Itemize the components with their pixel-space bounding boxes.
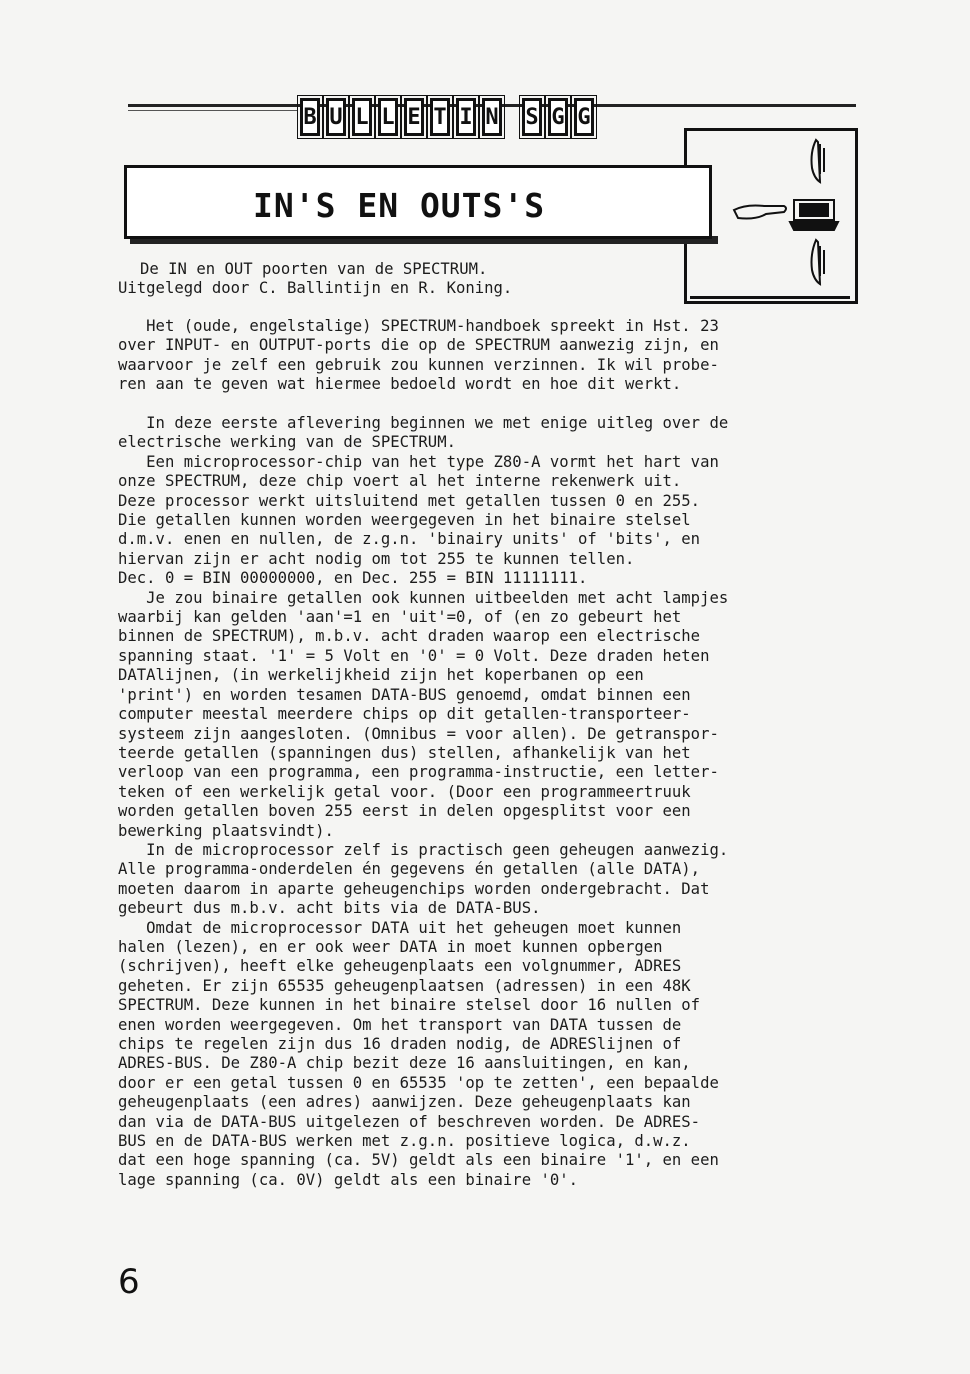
text-line: over INPUT- en OUTPUT-ports die op de SPECTRUM aanwezig zijn, en xyxy=(118,336,719,355)
text-line: worden getallen boven 255 eerst in delen opgesplitst voor een xyxy=(118,802,691,821)
masthead-letter: L xyxy=(352,98,372,136)
text-line: systeem zijn aangesloten. (Omnibus = voor allen). De getranspor- xyxy=(118,724,719,743)
text-line: Die getallen kunnen worden weergegeven in het binaire stelsel xyxy=(118,511,691,530)
text-line: spanning staat. '1' = 5 Volt en '0' = 0 Volt. Deze draden heten xyxy=(118,646,710,665)
text-line: In deze eerste aflevering beginnen we met enige uitleg over de xyxy=(118,414,729,432)
text-line: hiervan zijn er acht nodig om tot 255 te kunnen tellen. xyxy=(118,549,635,568)
text-line: teken of een werkelijk getal voor. (Door een programmeertruuk xyxy=(118,782,691,801)
byline-line: Uitgelegd door C. Ballintijn en R. Koning. xyxy=(118,279,513,297)
text-line: waarvoor je zelf een gebruik zou kunnen verzinnen. Ik wil probe- xyxy=(118,355,719,374)
text-line: DATAlijnen, (in werkelijkheid zijn het koperbanen op een xyxy=(118,666,644,685)
masthead-letter: I xyxy=(456,98,476,136)
text-line: onze SPECTRUM, deze chip voert al het interne rekenwerk uit. xyxy=(118,472,682,491)
masthead-letter: E xyxy=(404,98,424,136)
masthead-letter: G xyxy=(574,98,594,136)
text-line: Omdat de microprocessor DATA uit het geheugen moet kunnen xyxy=(118,918,682,937)
text-line: binnen de SPECTRUM), m.b.v. acht draden waarop een electrische xyxy=(118,627,701,646)
article-title: IN'S EN OUTS'S xyxy=(253,186,546,225)
text-line: geheugenplaats (een adres) aanwijzen. Deze geheugenplaats kan xyxy=(118,1093,691,1112)
masthead-letter: U xyxy=(326,98,346,136)
text-line: bewerking plaatsvindt). xyxy=(118,821,334,840)
text-line: gebeurt dus m.b.v. acht bits via de DATA-BUS. xyxy=(118,899,541,918)
masthead-letter: S xyxy=(522,98,542,136)
masthead-letter: B xyxy=(300,98,320,136)
article-title-box xyxy=(124,165,712,239)
text-line: (schrijven), heeft elke geheugenplaats een volgnummer, ADRES xyxy=(118,957,682,976)
masthead-rule-thin xyxy=(128,110,298,111)
masthead-letter: T xyxy=(430,98,450,136)
text-line: Deze processor werkt uitsluitend met getallen tussen 0 en 255. xyxy=(118,491,701,510)
upper-hand-icon xyxy=(812,140,821,182)
text-line: d.m.v. enen en nullen, de z.g.n. 'binairy units' of 'bits', en xyxy=(118,530,701,549)
text-line: Het (oude, engelstalige) SPECTRUM-handboek spreekt in Hst. 23 xyxy=(118,317,719,335)
masthead-letter: G xyxy=(548,98,568,136)
text-line: chips te regelen zijn dus 16 draden nodig, de ADRESlijnen of xyxy=(118,1035,682,1053)
byline xyxy=(140,260,900,279)
text-line: SPECTRUM. Deze kunnen in het binaire stelsel door 16 nullen of xyxy=(118,996,701,1015)
text-line: halen (lezen), en er ook weer DATA in moet kunnen opbergen xyxy=(118,937,663,956)
pointing-hand-icon xyxy=(734,206,786,219)
text-line: In de microprocessor zelf is practisch geen geheugen aanwezig. xyxy=(118,840,729,859)
text-line: moeten daarom in aparte geheugenchips worden ondergebracht. Dat xyxy=(118,879,710,898)
page-number: 6 xyxy=(118,1262,140,1302)
text-line: geheten. Er zijn 65535 geheugenplaatsen (adressen) in een 48K xyxy=(118,976,691,995)
text-line: computer meestal meerdere chips op dit getallen-transporteer- xyxy=(118,705,691,724)
text-line: Dec. 0 = BIN 00000000, en Dec. 255 = BIN 11111111. xyxy=(118,569,588,588)
text-line: ADRES-BUS. De Z80-A chip bezit deze 16 aansluitingen, en kan, xyxy=(118,1054,691,1073)
text-line: 'print') en worden tesamen DATA-BUS genoemd, omdat binnen een xyxy=(118,685,691,704)
text-line: door er een getal tussen 0 en 65535 'op te zetten', een bepaalde xyxy=(118,1073,719,1092)
paragraph xyxy=(118,317,878,395)
text-line: teerde getallen (spanningen dus) stellen, afhankelijk van het xyxy=(118,743,691,762)
masthead-logo xyxy=(300,98,594,136)
text-line: waarbij kan gelden 'aan'=1 en 'uit'=0, of (en zo gebeurt het xyxy=(118,608,682,627)
text-line: BUS en de DATA-BUS werken met z.g.n. positieve logica, d.w.z. xyxy=(118,1132,691,1151)
text-line: Alle programma-onderdelen én gegevens én getallen (alle DATA), xyxy=(118,860,701,879)
text-line: Je zou binaire getallen ook kunnen uitbeelden met acht lampjes xyxy=(118,588,729,607)
text-line: dan via de DATA-BUS uitgelezen of beschreven worden. De ADRES- xyxy=(118,1112,701,1131)
text-line: enen worden weergegeven. Om het transport van DATA tussen de xyxy=(118,1015,682,1034)
text-line: lage spanning (ca. 0V) geldt als een binaire '0'. xyxy=(118,1170,579,1189)
masthead-letter: L xyxy=(378,98,398,136)
text-line: Een microprocessor-chip van het type Z80-A vormt het hart van xyxy=(118,452,719,471)
text-line: verloop van een programma, een programma-instructie, een letter- xyxy=(118,763,719,782)
paragraph xyxy=(118,414,878,1190)
masthead-letter: N xyxy=(482,98,502,136)
byline xyxy=(118,279,878,298)
text-line: ren aan te geven wat hiermee bedoeld wordt en hoe dit werkt. xyxy=(118,375,682,394)
byline-line: De IN en OUT poorten van de SPECTRUM. xyxy=(140,260,488,278)
text-line: electrische werking van de SPECTRUM. xyxy=(118,433,456,452)
text-line: dat een hoge spanning (ca. 5V) geldt als een binaire '1', en een xyxy=(118,1151,719,1170)
